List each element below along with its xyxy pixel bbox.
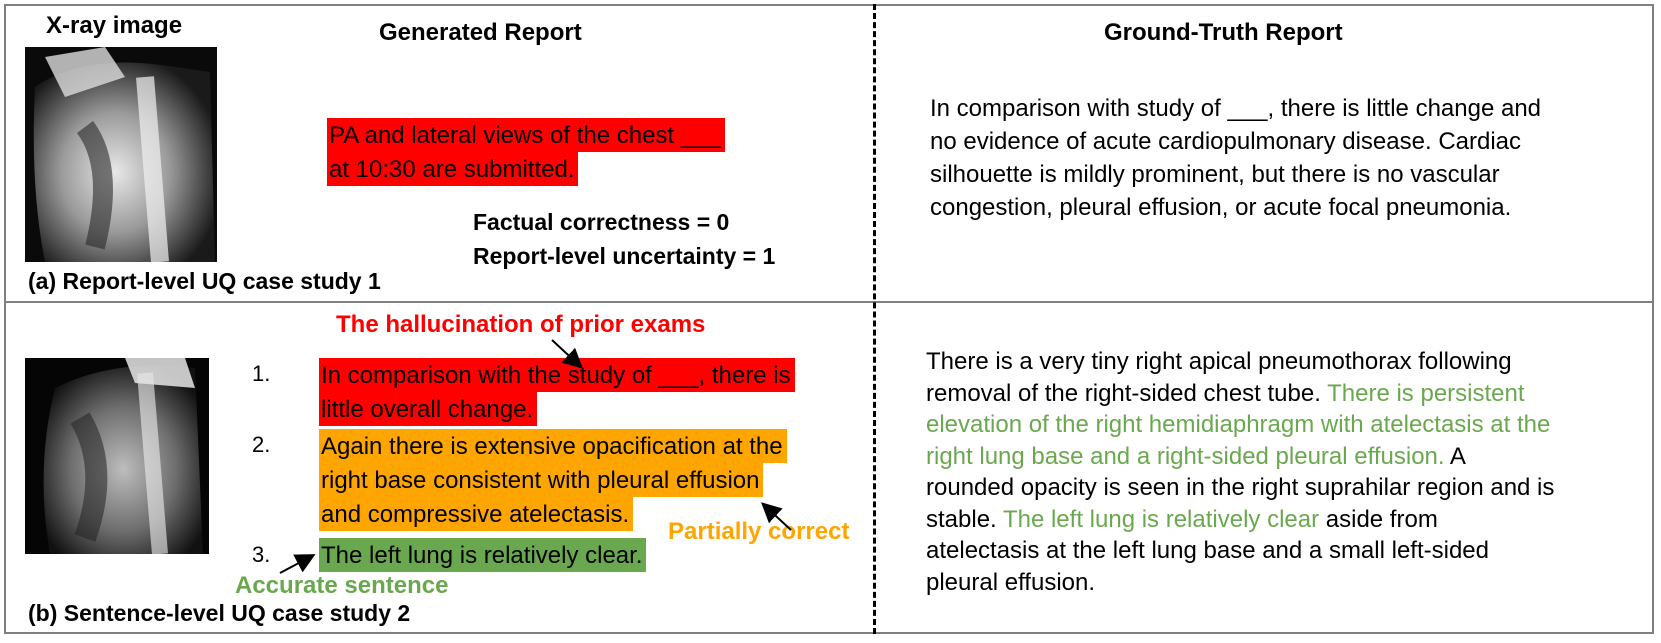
sentence-1-line-2: little overall change. bbox=[319, 392, 537, 426]
gt-b-line-6-tail: aside from bbox=[1319, 505, 1438, 533]
caption-a: (a) Report-level UQ case study 1 bbox=[28, 268, 381, 294]
gt-b-line-6-plain: stable. bbox=[926, 505, 1003, 533]
item-number-3: 3. bbox=[252, 542, 271, 567]
gt-b-line-5: rounded opacity is seen in the right suprahilar region and is bbox=[926, 474, 1555, 501]
gt-b-line-2 bbox=[926, 378, 1554, 410]
arrow-hallucination bbox=[552, 340, 580, 366]
ground-truth-header: Ground-Truth Report bbox=[1104, 19, 1343, 46]
gt-b-line-3: elevation of the right hemidiaphragm with atelectasis at the bbox=[926, 411, 1551, 438]
ground-truth-report-b bbox=[926, 346, 1554, 598]
annotation-accurate: Accurate sentence bbox=[235, 572, 449, 599]
gt-b-line-4-plain: A bbox=[1444, 442, 1466, 470]
gt-b-line-6-green: The left lung is relatively clear bbox=[1002, 505, 1320, 533]
gt-b-line-4-green: right lung base and a right-sided pleural effusion. bbox=[926, 442, 1445, 470]
gt-b-line-4 bbox=[926, 441, 1554, 473]
gt-b-line-2-plain: removal of the right-sided chest tube. bbox=[926, 379, 1328, 407]
gt-b-line-1: There is a very tiny right apical pneumothorax following bbox=[926, 348, 1512, 375]
xray-label: X-ray image bbox=[46, 12, 183, 39]
gt-b-line-8: pleural effusion. bbox=[926, 568, 1096, 596]
gt-a-line-4: congestion, pleural effusion, or acute focal pneumonia. bbox=[930, 194, 1512, 221]
gt-b-line-2-green: There is persistent bbox=[1327, 379, 1525, 407]
generated-report-header: Generated Report bbox=[379, 19, 582, 46]
gt-a-line-3: silhouette is mildly prominent, but there is no vascular bbox=[930, 161, 1500, 188]
sentence-3-line-1: The left lung is relatively clear. bbox=[319, 538, 646, 572]
generated-line-1: PA and lateral views of the chest ___ bbox=[327, 118, 725, 152]
sentence-2-line-3: and compressive atelectasis. bbox=[319, 497, 633, 531]
gt-a-line-1: In comparison with study of ___, there is little change and bbox=[930, 95, 1542, 122]
factual-correctness: Factual correctness = 0 bbox=[473, 209, 730, 235]
caption-b: (b) Sentence-level UQ case study 2 bbox=[28, 600, 411, 626]
gt-b-line-6 bbox=[926, 504, 1554, 536]
report-level-uncertainty: Report-level uncertainty = 1 bbox=[473, 243, 776, 269]
sentence-2-line-1: Again there is extensive opacification at the bbox=[319, 429, 787, 463]
arrow-partially-correct bbox=[764, 505, 791, 530]
arrow-accurate bbox=[280, 556, 312, 573]
generated-line-2: at 10:30 are submitted. bbox=[327, 152, 578, 186]
sentence-2-line-2: right base consistent with pleural effusion bbox=[319, 463, 763, 497]
annotation-partially-correct: Partially correct bbox=[668, 518, 850, 545]
item-number-1: 1. bbox=[252, 361, 271, 386]
sentence-1-line-1: In comparison with the study of ___, there is bbox=[319, 358, 795, 392]
gt-a-line-2: no evidence of acute cardiopulmonary disease. Cardiac bbox=[930, 128, 1522, 155]
item-number-2: 2. bbox=[252, 432, 271, 457]
gt-b-line-7: atelectasis at the left lung base and a small left-sided bbox=[926, 537, 1489, 564]
annotation-hallucination: The hallucination of prior exams bbox=[336, 311, 706, 338]
